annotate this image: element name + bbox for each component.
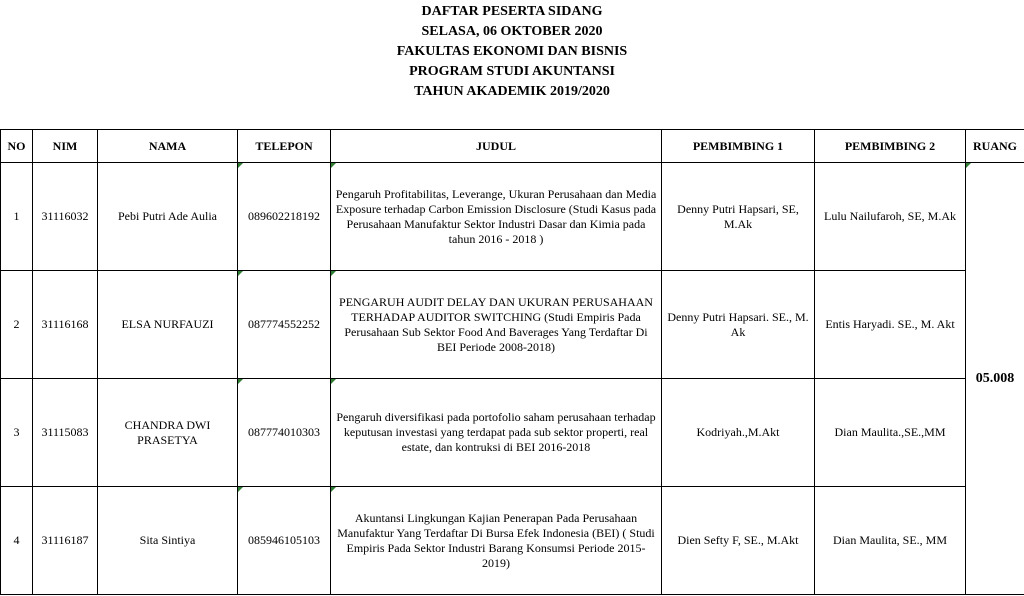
cell-telepon bbox=[238, 271, 331, 379]
cell-judul bbox=[331, 163, 662, 271]
cell-telepon-text: 087774010303 bbox=[248, 425, 320, 439]
cell-judul bbox=[331, 487, 662, 595]
table-row bbox=[1, 163, 1024, 271]
cell-comment-marker bbox=[331, 487, 336, 492]
cell-telepon bbox=[238, 379, 331, 487]
cell-telepon-text: 089602218192 bbox=[248, 209, 320, 223]
column-header-ruang: RUANG bbox=[966, 130, 1024, 163]
header-academic-year: TAHUN AKADEMIK 2019/2020 bbox=[414, 84, 610, 99]
header-date: SELASA, 06 OKTOBER 2020 bbox=[421, 24, 603, 39]
cell-nim: 31116187 bbox=[33, 487, 98, 595]
cell-comment-marker bbox=[238, 163, 243, 168]
cell-nama: Pebi Putri Ade Aulia bbox=[98, 163, 238, 271]
cell-telepon-text: 085946105103 bbox=[248, 533, 320, 547]
cell-ruang-text: 05.008 bbox=[975, 371, 1015, 386]
document-header bbox=[0, 2, 1024, 102]
cell-judul-text: Pengaruh diversifikasi pada portofolio saham perusahaan terhadap keputusan investasi yang terdapat pada sub sektor properti, real estate, dan kontruksi di BEI 2016-2018 bbox=[336, 410, 656, 454]
table-row bbox=[1, 271, 1024, 379]
cell-judul bbox=[331, 271, 662, 379]
cell-pembimbing-1: Denny Putri Hapsari. SE., M. Ak bbox=[662, 271, 815, 379]
header-title: DAFTAR PESERTA SIDANG bbox=[421, 4, 603, 19]
column-header-pembimbing-2: PEMBIMBING 2 bbox=[815, 130, 966, 163]
cell-pembimbing-2: Lulu Nailufaroh, SE, M.Ak bbox=[815, 163, 966, 271]
cell-telepon bbox=[238, 487, 331, 595]
cell-ruang bbox=[966, 163, 1024, 595]
header-faculty: FAKULTAS EKONOMI DAN BISNIS bbox=[396, 44, 628, 59]
cell-nim: 31115083 bbox=[33, 379, 98, 487]
cell-nama: ELSA NURFAUZI bbox=[98, 271, 238, 379]
cell-comment-marker bbox=[238, 271, 243, 276]
cell-comment-marker bbox=[331, 379, 336, 384]
cell-no: 2 bbox=[1, 271, 33, 379]
cell-pembimbing-1: Kodriyah.,M.Akt bbox=[662, 379, 815, 487]
column-header-nim: NIM bbox=[33, 130, 98, 163]
cell-comment-marker bbox=[331, 163, 336, 168]
participants-table bbox=[0, 129, 1024, 595]
cell-judul-text: Pengaruh Profitabilitas, Leverange, Ukuran Perusahaan dan Media Exposure terhadap Carbon Emission Disclosure (Studi Kasus pada Perusahaan Manufaktur Sektor Industri Dasar dan Kimia pada tahun 2016 - 2018 ) bbox=[335, 186, 657, 246]
cell-comment-marker bbox=[238, 379, 243, 384]
cell-comment-marker bbox=[238, 487, 243, 492]
cell-no: 1 bbox=[1, 163, 33, 271]
table-row bbox=[1, 379, 1024, 487]
cell-pembimbing-2: Dian Maulita, SE., MM bbox=[815, 487, 966, 595]
column-header-telepon: TELEPON bbox=[238, 130, 331, 163]
cell-telepon bbox=[238, 163, 331, 271]
cell-comment-marker bbox=[966, 163, 971, 168]
cell-telepon-text: 087774552252 bbox=[248, 317, 320, 331]
cell-pembimbing-1: Denny Putri Hapsari, SE, M.Ak bbox=[662, 163, 815, 271]
cell-no: 3 bbox=[1, 379, 33, 487]
table-header-row bbox=[1, 130, 1024, 163]
cell-pembimbing-2: Dian Maulita.,SE.,MM bbox=[815, 379, 966, 487]
cell-pembimbing-1: Dien Sefty F, SE., M.Akt bbox=[662, 487, 815, 595]
column-header-pembimbing-1: PEMBIMBING 1 bbox=[662, 130, 815, 163]
header-program: PROGRAM STUDI AKUNTANSI bbox=[409, 64, 615, 79]
column-header-judul: JUDUL bbox=[331, 130, 662, 163]
cell-pembimbing-2: Entis Haryadi. SE., M. Akt bbox=[815, 271, 966, 379]
column-header-nama: NAMA bbox=[98, 130, 238, 163]
cell-nim: 31116168 bbox=[33, 271, 98, 379]
cell-nama: CHANDRA DWI PRASETYA bbox=[98, 379, 238, 487]
cell-judul bbox=[331, 379, 662, 487]
cell-nama: Sita Sintiya bbox=[98, 487, 238, 595]
table-row bbox=[1, 487, 1024, 595]
column-header-no: NO bbox=[1, 130, 33, 163]
cell-judul-text: Akuntansi Lingkungan Kajian Penerapan Pada Perusahaan Manufaktur Yang Terdaftar Di Bursa Efek Indonesia (BEI) ( Studi Empiris Pada Sektor Industri Barang Konsumsi Periode 2015-2019) bbox=[337, 510, 655, 570]
cell-nim: 31116032 bbox=[33, 163, 98, 271]
cell-comment-marker bbox=[331, 271, 336, 276]
cell-no: 4 bbox=[1, 487, 33, 595]
cell-judul-text: PENGARUH AUDIT DELAY DAN UKURAN PERUSAHAAN TERHADAP AUDITOR SWITCHING (Studi Empiris Pada Perusahaan Sub Sektor Food And Baverages Yang Terdaftar Di BEI Periode 2008-2018) bbox=[339, 294, 653, 354]
